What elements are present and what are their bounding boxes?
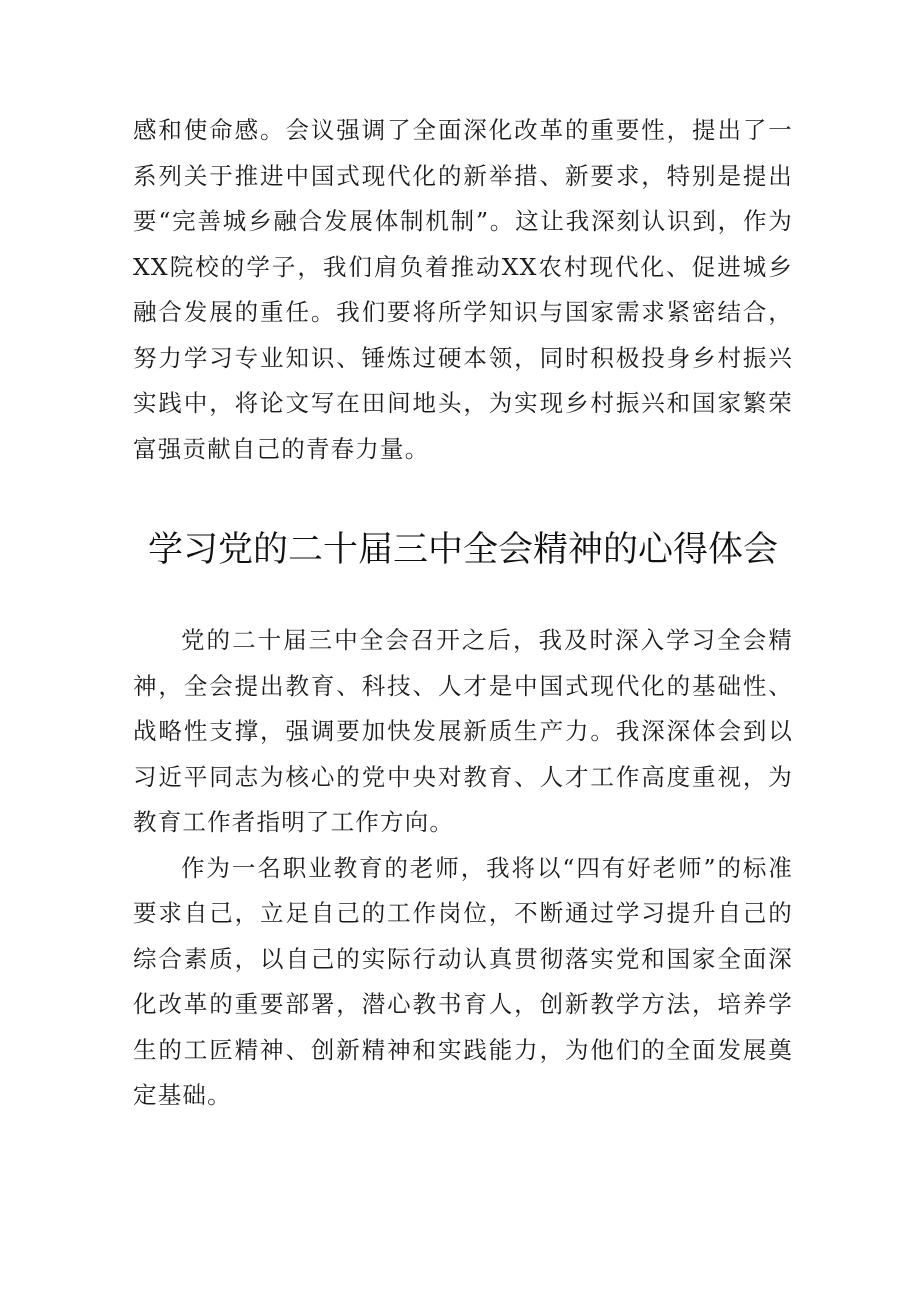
body-paragraph-2: 作为一名职业教育的老师，我将以“四有好老师”的标准要求自己，立足自己的工作岗位，不断通过学习提升自己的综合素质，以自己的实际行动认真贯彻落实党和国家全面深化改革的重要部署，潜心教书育人，创新教学方法，培养学生的工匠精神、创新精神和实践能力，为他们的全面发展奠定基础。 [133, 853, 793, 1109]
section-title: 学习党的二十届三中全会精神的心得体会 [147, 530, 778, 570]
document-content [133, 108, 793, 1119]
body-paragraph-1: 党的二十届三中全会召开之后，我及时深入学习全会精神，全会提出教育、科技、人才是中国式现代化的基础性、战略性支撑，强调要加快发展新质生产力。我深深体会到以习近平同志为核心的党中央对教育、人才工作高度重视，为教育工作者指明了工作方向。 [133, 626, 793, 836]
intro-paragraph: 感和使命感。会议强调了全面深化改革的重要性，提出了一系列关于推进中国式现代化的新举措、新要求，特别是提出要“完善城乡融合发展体制机制”。这让我深刻认识到，作为XX院校的学子，我们肩负着推动XX农村现代化、促进城乡融合发展的重任。我们要将所学知识与国家需求紧密结合，努力学习专业知识、锤炼过硬本领，同时积极投身乡村振兴实践中，将论文写在田间地头，为实现乡村振兴和国家繁荣富强贡献自己的青春力量。 [133, 116, 793, 463]
